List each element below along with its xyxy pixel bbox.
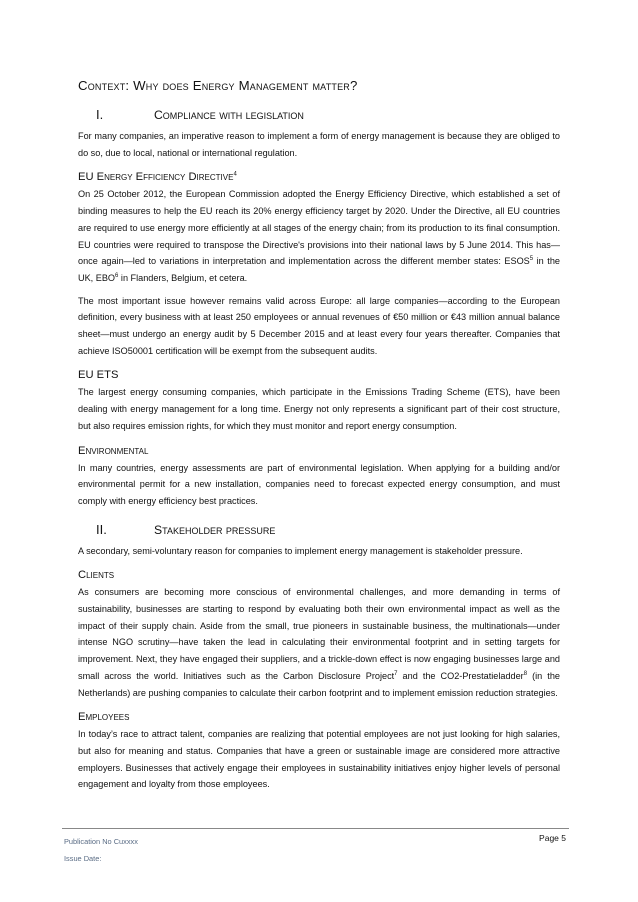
- compliance-intro: For many companies, an imperative reason to implement a form of energy management is because they are obliged to do so, due to local, national or international regulation.: [78, 131, 560, 158]
- employees-paragraph: In today’s race to attract talent, companies are realizing that potential employees are not just looking for high salaries, but also for meaning and status. Companies that have a green or sustainable image are considered more attractive employers. Businesses that actively engage their employees in sustainability initiatives enjoy higher levels of personal engagement and loyalty from those employees.: [78, 729, 560, 790]
- subheading-ets: EU ETS: [78, 369, 119, 382]
- eed-paragraph-2: The most important issue however remains valid across Europe: all large companies—according to the European definition, every business with at least 250 employees or annual revenues of €50 million or €43 million annual balance sheet—must undergo an energy audit by 5 December 2015 and at least every four years thereafter. Companies that achieve ISO50001 certification will be exempt from the subsequent audits.: [78, 295, 560, 356]
- subheading-employees: Employees: [78, 711, 130, 724]
- page-title: Context: Why does Energy Management matter?: [78, 78, 358, 93]
- footnote-ref: 4: [233, 171, 237, 178]
- issue-date: Issue Date:: [64, 854, 102, 863]
- page-number: Page 5: [539, 833, 566, 843]
- section-number: I.: [96, 107, 104, 122]
- section-title: Compliance with legislation: [154, 108, 304, 122]
- page-content: [78, 78, 560, 799]
- clients-paragraph: As consumers are becoming more conscious of environmental challenges, and more demanding in terms of sustainability, businesses are starting to respond by evaluating both their own environmental impact as well as the impact of their supply chain. Aside from the small, true pioneers in sustainable business, the multinationals—under intense NGO scrutiny—have taken the lead in calculating their environmental footprint and in setting targets for improvement. Next, they have engaged their suppliers, and a trickle-down effect is now engaging businesses large and small across the world. Initiatives such as the Carbon Disclosure Project$^7$ and the CO2-Prestatieladder$^8$ (in the Netherlands) are pushing companies to calculate their carbon footprint and to implement emission reduction strategies.: [78, 587, 560, 698]
- eed-paragraph-1: On 25 October 2012, the European Commission adopted the Energy Efficiency Directive, which established a set of binding measures to help the EU reach its 20% energy efficiency target by 2020. Under the Directive, all EU countries are required to use energy more efficiently at all stages of the energy chain; from its production to its final consumption. EU countries were required to transpose the Directive's provisions into their national laws by 5 June 2014. This has—once again—led to variations in interpretation and implementation across the different member states: ESOS$^5$ in the UK, EBO$^6$ in Flanders, Belgium, et cetera.: [78, 189, 560, 283]
- subheading-eed: EU Energy Efficiency Directive$^4$: [78, 171, 237, 184]
- stakeholder-intro: A secondary, semi-voluntary reason for companies to implement energy management is stakeholder pressure.: [78, 545, 523, 556]
- footer-meta: [64, 833, 138, 867]
- footer-divider: [62, 828, 569, 829]
- section-number: II.: [96, 521, 107, 537]
- section-title: Stakeholder pressure: [154, 522, 276, 537]
- subheading-clients: Clients: [78, 569, 115, 582]
- subheading-environmental: Environmental: [78, 444, 149, 457]
- ets-paragraph: The largest energy consuming companies, which participate in the Emissions Trading Scheme (ETS), have been dealing with energy management for a long time. Energy not only represents a significant part of their cost structure, but also requires emission rights, for which they must monitor and report energy consumption.: [78, 387, 560, 431]
- section-heading-compliance: [78, 107, 560, 122]
- environmental-paragraph: In many countries, energy assessments are part of environmental legislation. When applying for a building and/or environmental permit for a new installation, companies need to forecast expected energy consumption, and must comply with energy efficiency best practices.: [78, 462, 560, 506]
- section-heading-stakeholder: [78, 522, 560, 537]
- publication-number: Publication No Cuxxxx: [64, 837, 138, 846]
